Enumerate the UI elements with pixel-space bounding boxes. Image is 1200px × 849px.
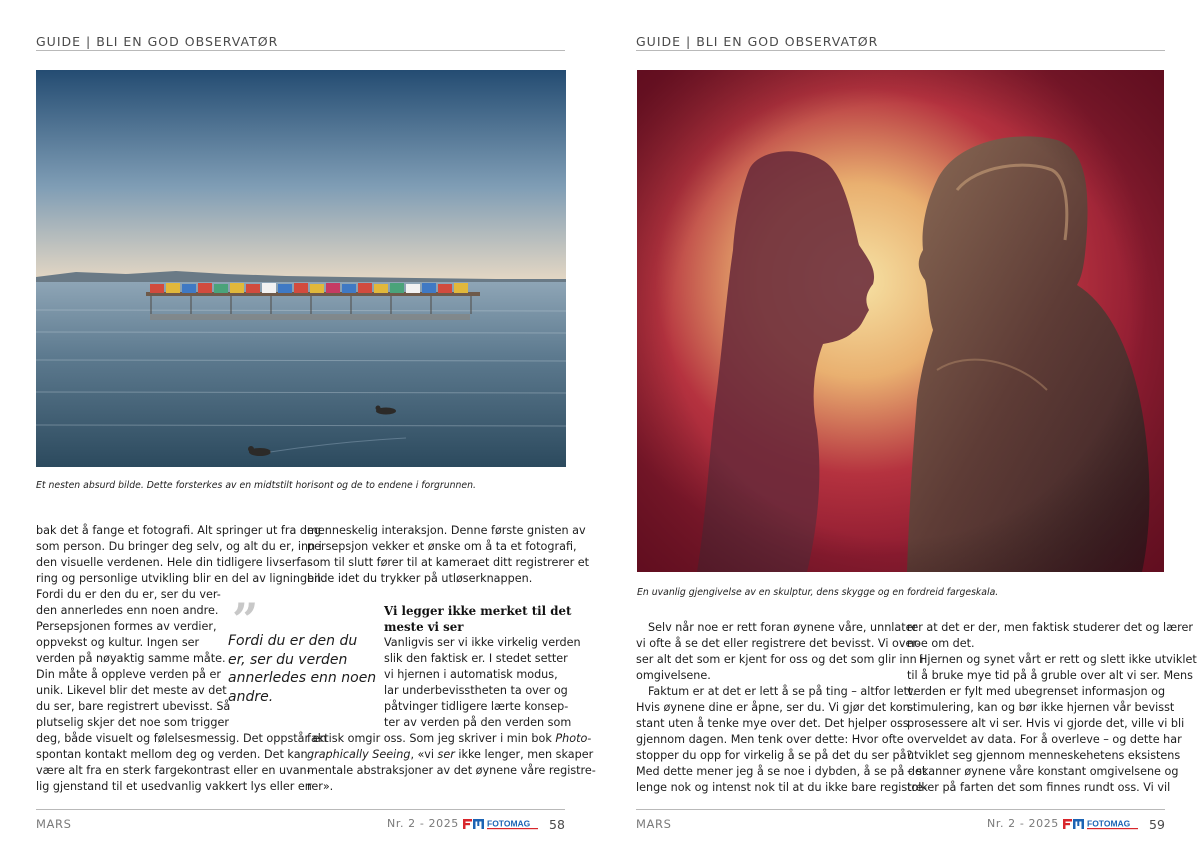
subhead-line: Vi legger ikke merket til det (384, 604, 572, 618)
text-line: Faktum er at det er lett å se på ting – altfor lett. (648, 685, 916, 698)
text-span: ikke lenger, men skaper (454, 748, 594, 761)
text-line: Persepsjonen formes av verdier, (36, 620, 217, 633)
text-line (307, 763, 596, 779)
text-line: oppvekst og kultur. Ingen ser (36, 636, 200, 649)
text-line: vi hjernen i automatisk modus, (384, 668, 558, 681)
sculpture-photo-image (637, 70, 1164, 572)
text-line: vi ofte å se det eller registrere det bevisst. Vi over- (636, 637, 921, 650)
text-line: den visuelle verdenen. Hele din tidligere livserfa- (36, 556, 312, 569)
sculpture-photo (637, 70, 1164, 572)
text-line: overveldet av data. For å overleve – og dette har (907, 733, 1182, 746)
text-line: lar underbevisstheten ta over og (384, 684, 568, 697)
subhead-line: meste vi ser (384, 620, 464, 634)
body-column-1 (636, 620, 927, 796)
footer-month: MARS (636, 817, 672, 831)
right-page (600, 0, 1200, 849)
text-line: påtvinger tidligere lærte konsep- (384, 700, 569, 713)
photo-caption: En uvanlig gjengivelse av en skulptur, dens skygge og en fordreid fargeskala. (637, 587, 999, 598)
page-number: 58 (549, 817, 565, 832)
footer-issue: Nr. 2 - 2025 (987, 817, 1059, 830)
text-line: lig gjenstand til et usedvanlig vakkert lys eller en (36, 780, 312, 793)
body-column-2-mid (384, 635, 581, 731)
footer-rule (36, 809, 565, 810)
text-line: verden på nøyaktig samme måte. (36, 652, 226, 665)
pull-quote-line: andre. (228, 688, 274, 705)
section-subhead (384, 603, 571, 635)
text-line: verden er fylt med ubegrenset informasjon og (907, 685, 1166, 698)
page-header: GUIDE | BLI EN GOD OBSERVATØR (36, 34, 279, 49)
text-line: deg, både visuelt og følelsesmessig. Det oppstår en (36, 732, 327, 745)
text-line: plutselig skjer det noe som trigger (36, 716, 229, 729)
logo-text: FOTOMAG (487, 818, 531, 829)
text-line: Hvis øynene dine er åpne, ser du. Vi gjør det kon- (636, 701, 914, 714)
page-number: 59 (1149, 817, 1165, 832)
text-line: Vanligvis ser vi ikke virkelig verden (384, 636, 581, 649)
text-span: mentale abstraksjoner av det øynene våre registre- (307, 764, 596, 777)
body-column-2-top (307, 523, 590, 587)
text-line: menneskelig interaksjon. Denne første gnisten av (307, 524, 586, 537)
text-line: noe om det. (907, 637, 975, 650)
text-line: omgivelsene. (636, 669, 711, 682)
text-line: ring og personlige utvikling blir en del av ligningen. (36, 572, 325, 585)
photo-caption: Et nesten absurd bilde. Dette forsterkes av en midtstilt horisont og de to endene i forgrunnen. (36, 480, 476, 491)
text-line: ter av verden på den verden som (384, 716, 572, 729)
text-span: faktisk omgir oss. Som jeg skriver i min bok (307, 732, 556, 745)
text-line: lenge nok og intenst nok til at du ikke bare registre- (636, 781, 927, 794)
text-line: Din måte å oppleve verden på er (36, 668, 221, 681)
text-line: slik den faktisk er. I stedet setter (384, 652, 568, 665)
text-line: bilde idet du trykker på utløserknappen. (307, 572, 533, 585)
pull-quote-line: er, ser du verden (228, 651, 348, 668)
text-line: Fordi du er den du er, ser du ver- (36, 588, 221, 601)
text-line: Hjernen og synet vårt er rett og slett ikke utviklet (919, 653, 1197, 666)
text-line: stimulering, kan og bør ikke hjernen vår bevisst (907, 701, 1175, 714)
text-line (307, 731, 592, 747)
footer-issue: Nr. 2 - 2025 (387, 817, 459, 830)
pull-quote-line: annerledes enn noen (228, 670, 377, 686)
footer-rule (636, 809, 1165, 810)
quote-mark-icon: ” (232, 593, 259, 647)
pull-quote (228, 632, 376, 706)
page-header: GUIDE | BLI EN GOD OBSERVATØR (636, 34, 879, 49)
lake-photo-image (36, 70, 566, 467)
text-line: være alt fra en sterk fargekontrast eller en uvan- (36, 764, 311, 777)
fotomag-logo (1063, 816, 1139, 830)
text-line: Selv når noe er rett foran øynene våre, unnlater (648, 621, 918, 634)
text-line: unik. Likevel blir det meste av det (36, 684, 227, 697)
body-column-2 (907, 620, 1197, 796)
text-line (307, 747, 594, 763)
fotomag-logo (463, 816, 539, 830)
text-line: stopper du opp for virkelig å se på det du ser på? (636, 749, 913, 762)
text-line: den annerledes enn noen andre. (36, 604, 219, 617)
text-span: rer». (307, 780, 334, 793)
text-line: – skanner øynene våre konstant omgivelsene og (907, 765, 1179, 778)
text-line: prosessere alt vi ser. Hvis vi gjorde det, ville vi bli (907, 717, 1185, 730)
text-line: persepsjon vekker et ønske om å ta et fotografi, (307, 540, 577, 553)
text-line: som til slutt fører til at kameraet ditt registrerer et (307, 556, 590, 569)
text-line: som person. Du bringer deg selv, og alt du er, inn i (36, 540, 322, 553)
header-rule (636, 50, 1165, 51)
text-line: gjennom dagen. Men tenk over dette: Hvor ofte (636, 733, 904, 746)
text-line: utviklet seg gjennom menneskehetens eksistens (907, 749, 1181, 762)
text-line (307, 779, 569, 795)
text-line: Med dette mener jeg å se noe i dybden, å se på det (636, 765, 927, 778)
text-line: bak det å fange et fotografi. Alt springer ut fra deg (36, 524, 321, 537)
book-title-span: graphically Seeing (307, 748, 411, 761)
text-line: tolker på farten det som finnes rundt oss. Vi vil (907, 781, 1171, 794)
emphasis-span: ser (437, 748, 455, 761)
logo-text: FOTOMAG (1087, 818, 1131, 829)
footer-month: MARS (36, 817, 72, 831)
body-column-2-bottom (307, 731, 596, 795)
text-line: til å bruke mye tid på å gruble over alt vi ser. Mens (907, 669, 1193, 682)
text-line: spontan kontakt mellom deg og verden. Det kan (36, 748, 308, 761)
book-title-span: Photo- (555, 732, 592, 745)
pull-quote-line: Fordi du er den du (228, 633, 358, 649)
text-line: stant uten å tenke mye over det. Det hjelper oss (636, 717, 909, 730)
text-line: rer at det er der, men faktisk studerer det og lærer (907, 621, 1193, 634)
text-span: , «vi (410, 748, 438, 761)
text-line: ser alt det som er kjent for oss og det som glir inn i (636, 653, 924, 666)
header-rule (36, 50, 565, 51)
text-line: du ser, bare registrert ubevisst. Så (36, 700, 231, 713)
lake-photo (36, 70, 566, 467)
